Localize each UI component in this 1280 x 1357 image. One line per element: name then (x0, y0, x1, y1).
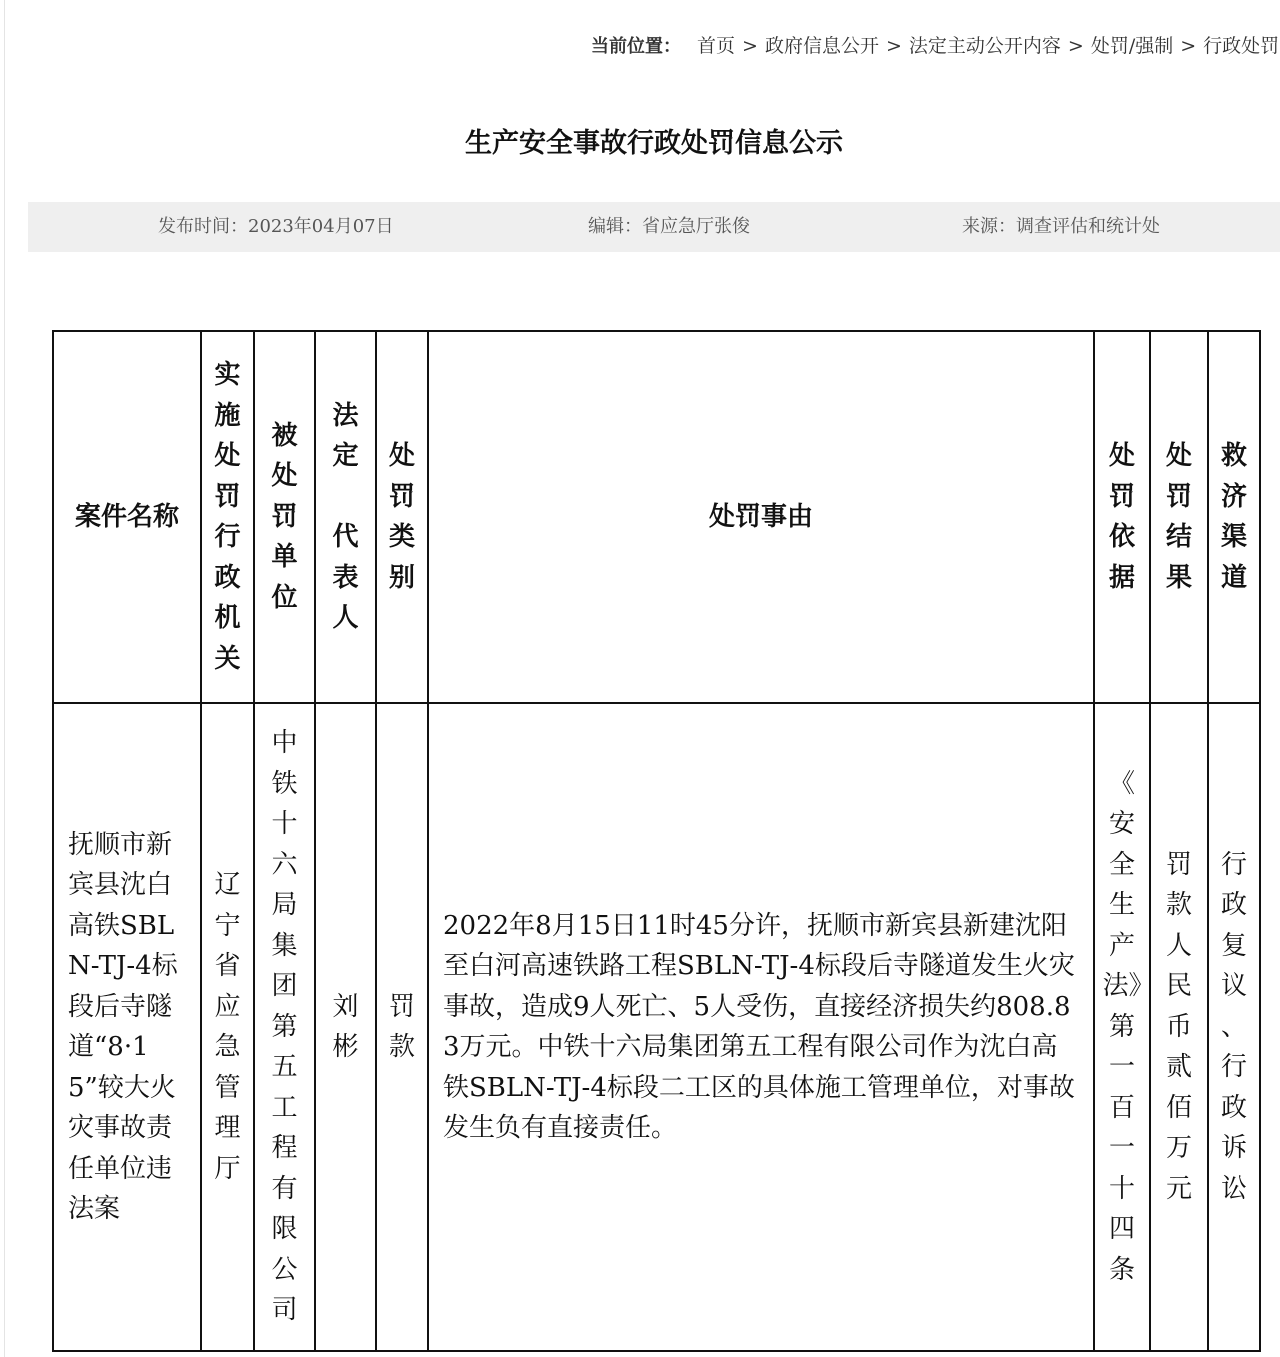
article-meta-bar (28, 202, 1280, 252)
cell-penalty-result: 罚款人民币贰佰万元 (1150, 703, 1208, 1351)
source-value: 调查评估和统计处 (1016, 216, 1160, 237)
publish-time-label: 发布时间： (158, 216, 248, 237)
table-header-row (53, 331, 1260, 703)
source-label: 来源： (962, 216, 1016, 237)
cell-penalized-entity: 中铁十六局集团第五工程有限公司 (254, 703, 315, 1351)
cell-penalty-basis: 《安全生产法》第一百一十四条 (1094, 703, 1150, 1351)
page-left-border (4, 0, 5, 1357)
breadcrumb-separator: > (1067, 35, 1084, 57)
breadcrumb-link-admin-penalty[interactable]: 行政处罚 (1203, 35, 1280, 57)
cell-remedy-channel: 行政复议、行政诉讼 (1208, 703, 1260, 1351)
header-enforcement-agency: 实施处罚行政机关 (201, 331, 254, 703)
cell-penalty-reason: 2022年8月15日11时45分许，抚顺市新宾县新建沈阳至白河高速铁路工程SBLN-TJ-4标段后寺隧道发生火灾事故，造成9人死亡、5人受伤，直接经济损失约808.83万元。中铁十六局集团第五工程有限公司作为沈白高铁SBLN-TJ-4标段二工区的具体施工管理单位，对事故发生负有直接责任。 (428, 703, 1094, 1351)
header-penalty-reason: 处罚事由 (428, 331, 1094, 703)
breadcrumb-link-penalty-enforcement[interactable]: 处罚/强制 (1090, 35, 1174, 57)
breadcrumb-link-gov-info[interactable]: 政府信息公开 (764, 35, 879, 57)
publish-time (158, 202, 394, 252)
cell-penalty-type: 罚款 (376, 703, 428, 1351)
header-penalty-type: 处罚类别 (376, 331, 428, 703)
cell-case-name: 抚顺市新宾县沈白高铁SBLN-TJ-4标段后寺隧道“8·15”较大火灾事故责任单位违法案 (53, 703, 201, 1351)
page-title: 生产安全事故行政处罚信息公示 (465, 128, 843, 159)
header-penalty-basis: 处罚依据 (1094, 331, 1150, 703)
breadcrumb-link-home[interactable]: 首页 (697, 35, 736, 57)
cell-enforcement-agency: 辽宁省应急管理厅 (201, 703, 254, 1351)
header-legal-representative: 法定 代表人 (315, 331, 376, 703)
breadcrumb-link-statutory-content[interactable]: 法定主动公开内容 (908, 35, 1061, 57)
publish-time-value: 2023年04月07日 (248, 216, 394, 237)
header-case-name: 案件名称 (53, 331, 201, 703)
editor-value: 省应急厅张俊 (642, 216, 750, 237)
table-row (53, 703, 1260, 1351)
penalty-info-table (52, 330, 1261, 1352)
source (962, 202, 1160, 252)
breadcrumb-separator: > (1180, 35, 1197, 57)
editor (588, 202, 750, 252)
cell-legal-representative: 刘彬 (315, 703, 376, 1351)
header-remedy-channel: 救济渠道 (1208, 331, 1260, 703)
header-penalized-entity: 被处罚单位 (254, 331, 315, 703)
header-penalty-result: 处罚结果 (1150, 331, 1208, 703)
editor-label: 编辑： (588, 216, 642, 237)
breadcrumb-separator: > (885, 35, 902, 57)
breadcrumb-separator: > (742, 35, 758, 57)
breadcrumb (591, 33, 1280, 59)
breadcrumb-label: 当前位置： (591, 36, 681, 57)
